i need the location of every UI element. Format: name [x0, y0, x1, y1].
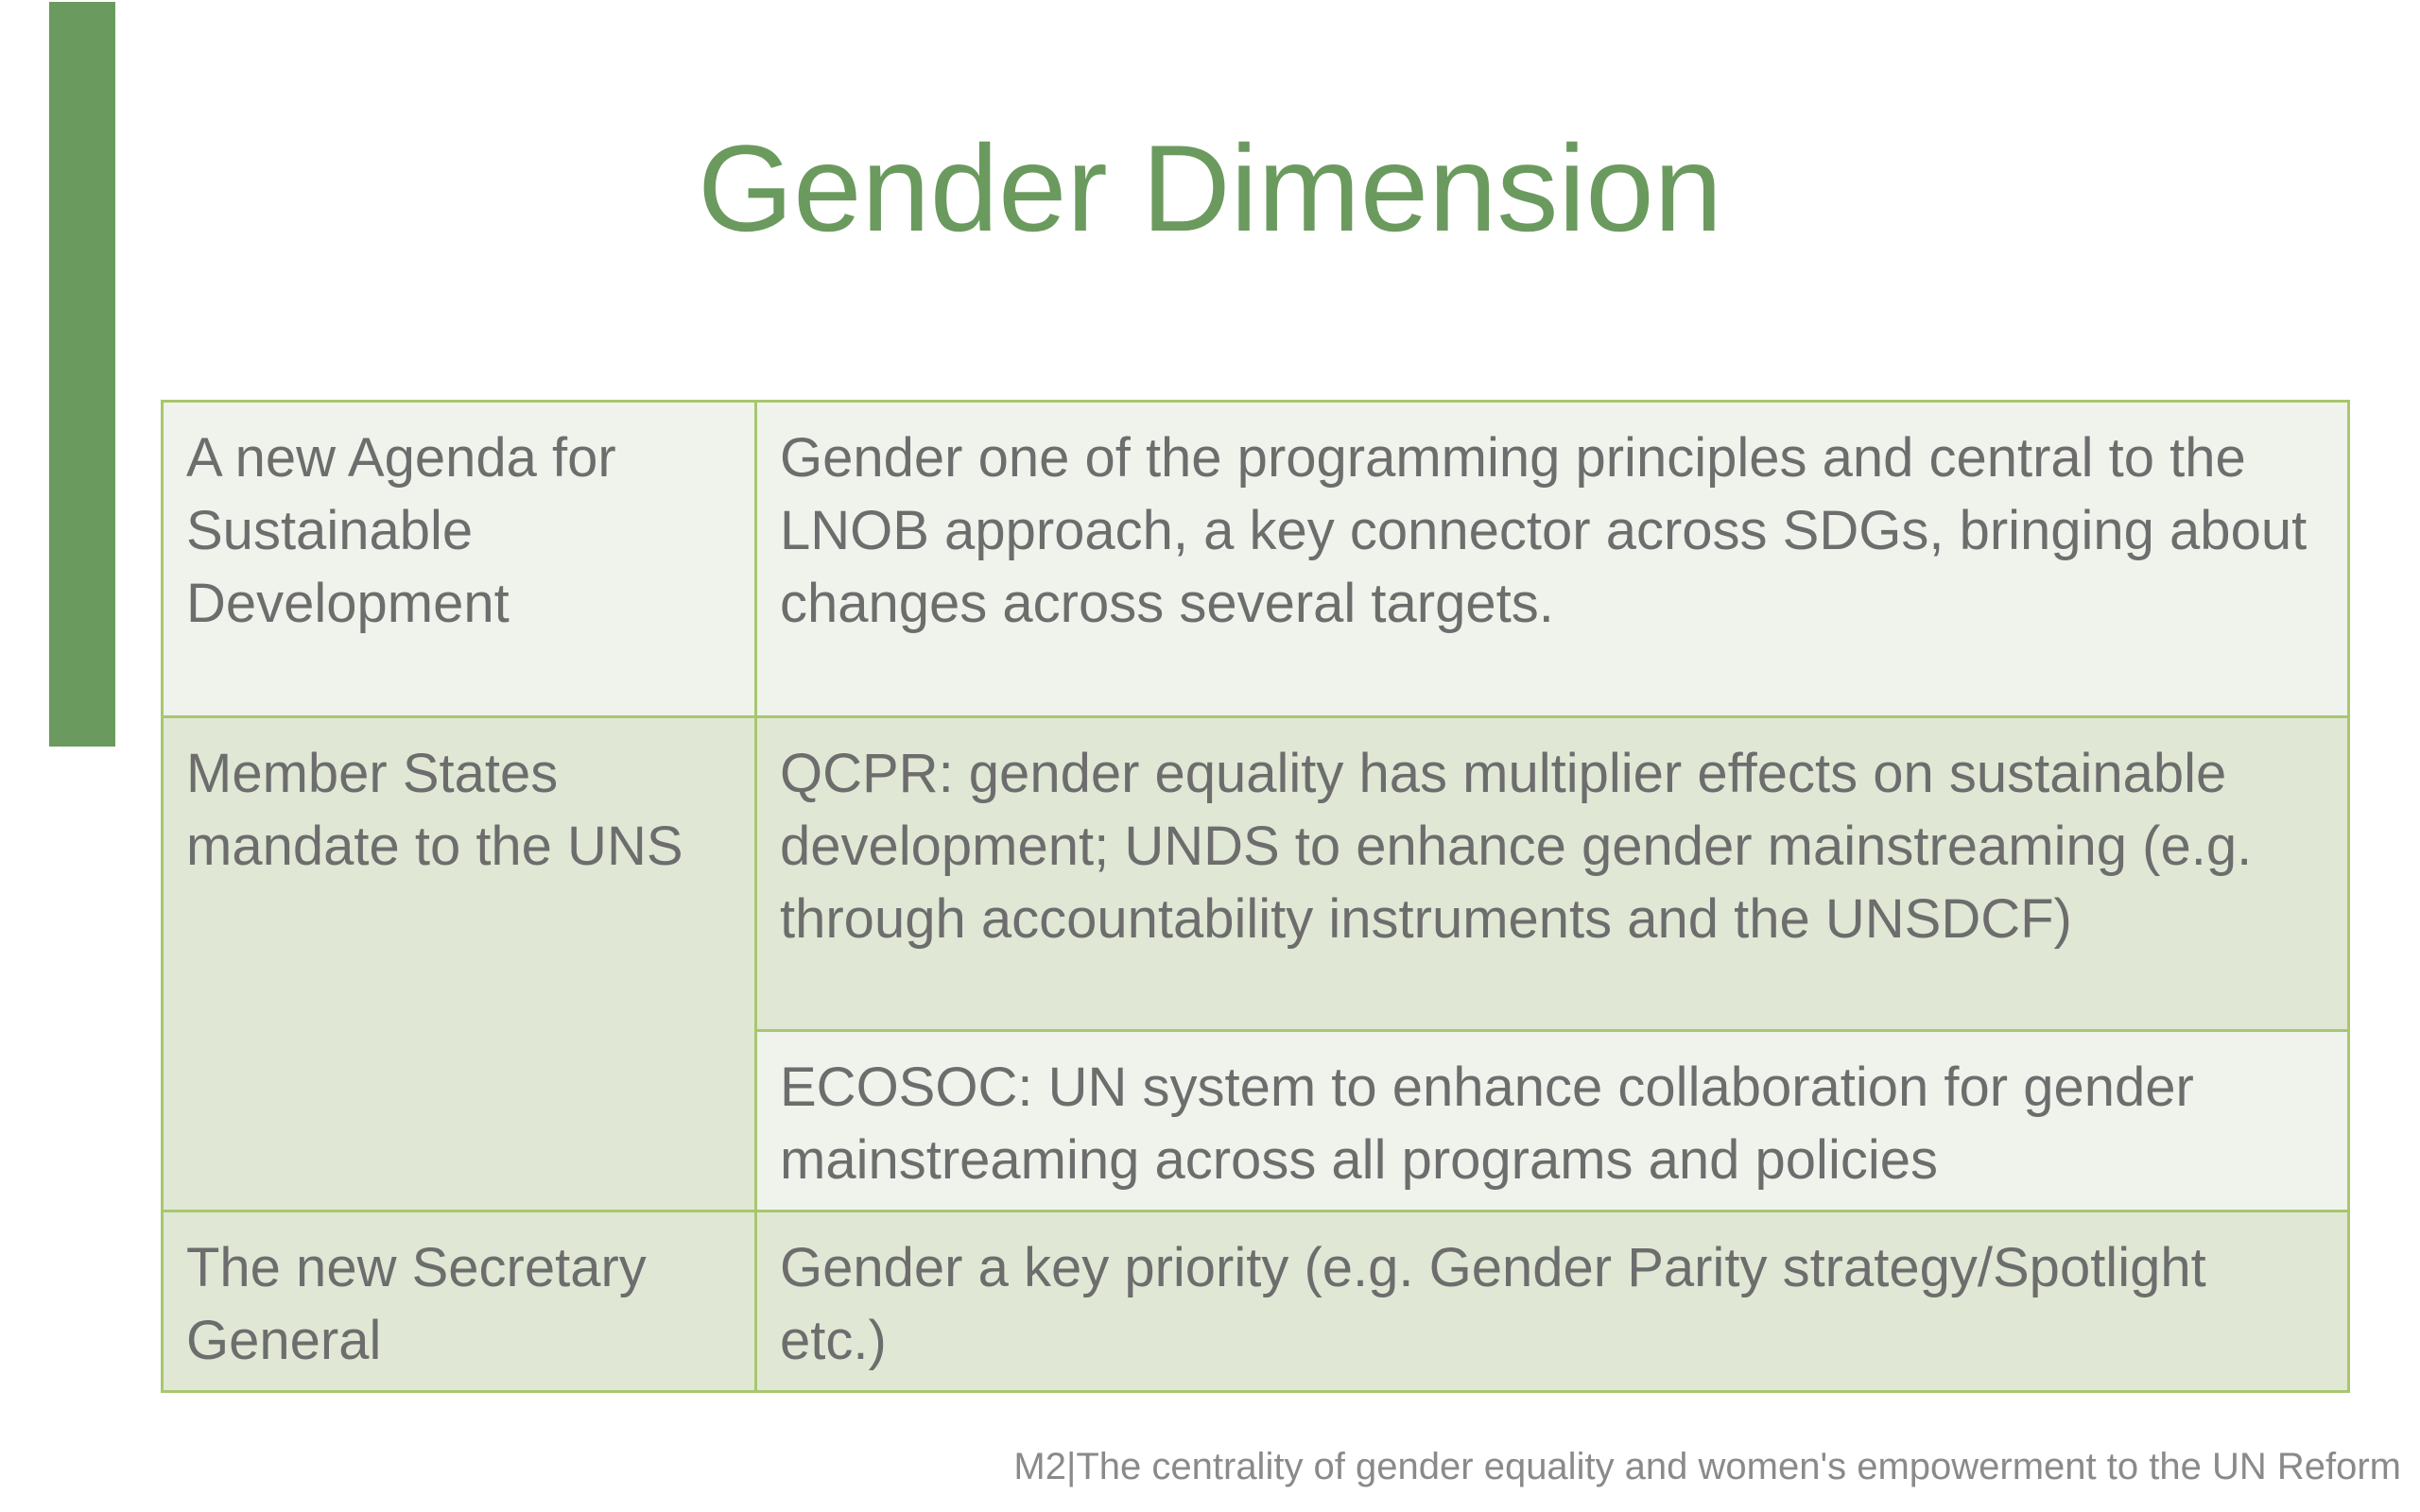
slide-footer: M2|The centrality of gender equality and women's empowerment to the UN Reform [1013, 1446, 2401, 1487]
row-description-secretary-general: Gender a key priority (e.g. Gender Parity strategy/Spotlight etc.) [756, 1211, 2349, 1392]
table-row [163, 717, 2349, 1031]
accent-bar [49, 2, 115, 747]
row-description-qcpr: QCPR: gender equality has multiplier effects on sustainable development; UNDS to enhance gender mainstreaming (e.g. through accountability instruments and the UNSDCF) [756, 717, 2349, 1031]
slide-title: Gender Dimension [698, 119, 1722, 257]
table-row [163, 1211, 2349, 1392]
table-row [163, 402, 2349, 717]
content-table [161, 400, 2350, 1393]
row-label-agenda: A new Agenda for Sustainable Development [163, 402, 756, 717]
row-label-member-states: Member States mandate to the UNS [163, 717, 756, 1211]
row-description-ecosoc: ECOSOC: UN system to enhance collaboration for gender mainstreaming across all programs and policies [756, 1031, 2349, 1211]
row-description-agenda: Gender one of the programming principles and central to the LNOB approach, a key connector across SDGs, bringing about changes across several targets. [756, 402, 2349, 717]
row-label-secretary-general: The new Secretary General [163, 1211, 756, 1392]
